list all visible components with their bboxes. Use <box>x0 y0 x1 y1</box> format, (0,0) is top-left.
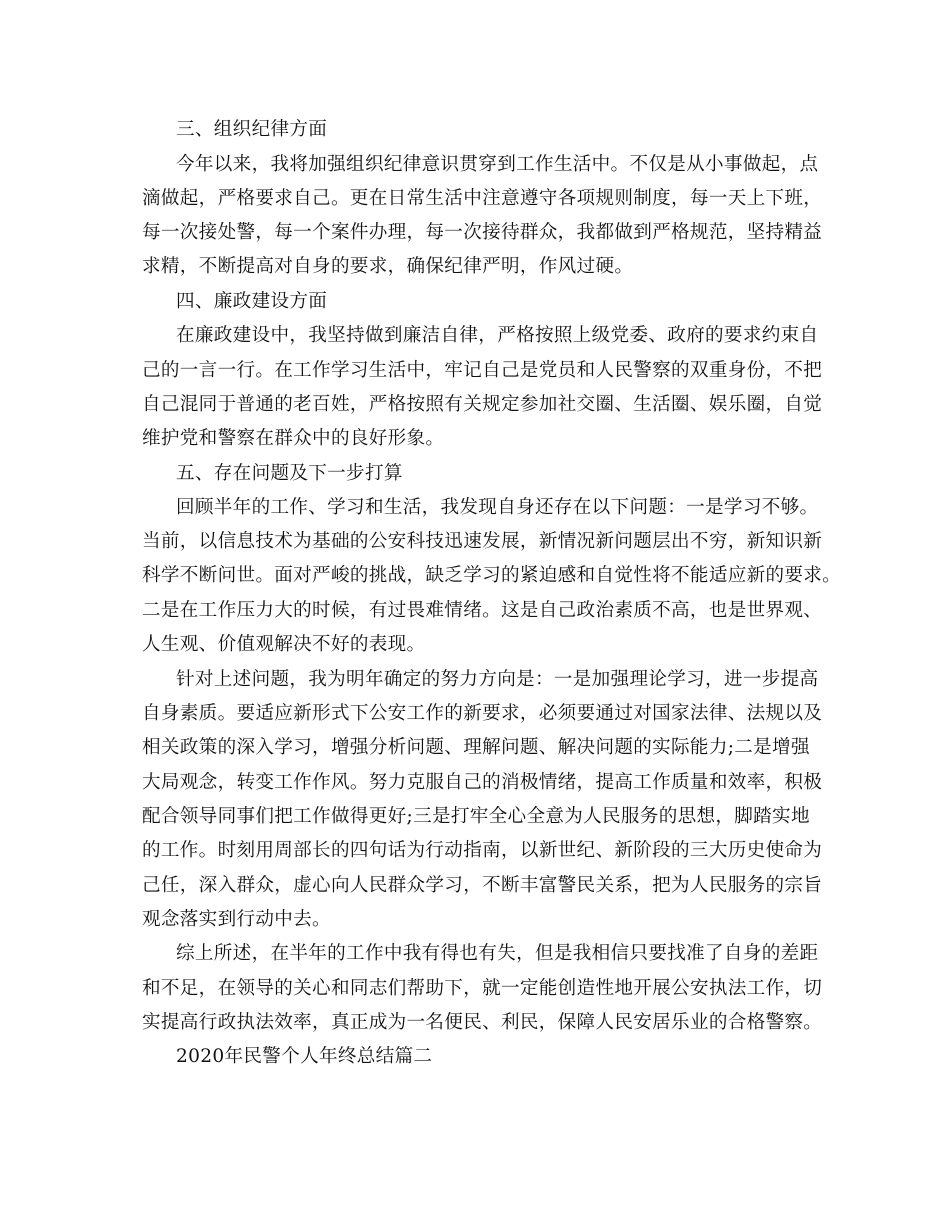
paragraph-line: 自身素质。要适应新形式下公安工作的新要求，必须要通过对国家法律、法规以及 <box>142 703 823 724</box>
paragraph-line: 今年以来，我将加强组织纪律意识贯穿到工作生活中。不仅是从小事做起，点 <box>176 154 819 175</box>
paragraph-line: 每一次接处警，每一个案件办理，每一次接待群众，我都做到严格规范，坚持精益 <box>142 222 823 243</box>
paragraph-line: 大局观念，转变工作作风。努力克服自己的消极情绪，提高工作质量和效率，积极 <box>142 772 823 793</box>
paragraph-line: 针对上述问题，我为明年确定的努力方向是：一是加强理论学习，进一步提高 <box>176 669 819 690</box>
section-heading-3: 三、组织纪律方面 <box>176 119 328 140</box>
paragraph-line: 滴做起，严格要求自己。更在日常生活中注意遵守各项规则制度，每一天上下班， <box>142 188 823 209</box>
section-heading-4: 四、廉政建设方面 <box>176 291 328 312</box>
paragraph-line: 科学不断问世。面对严峻的挑战，缺乏学习的紧迫感和自觉性将不能适应新的要求。 <box>142 565 842 586</box>
paragraph-line: 和不足，在领导的关心和同志们帮助下，就一定能创造性地开展公安执法工作，切 <box>142 978 823 999</box>
paragraph-line: 回顾半年的工作、学习和生活，我发现自身还存在以下问题：一是学习不够。 <box>176 497 819 518</box>
paragraph-line: 当前，以信息技术为基础的公安科技迅速发展，新情况新问题层出不穷，新知识新 <box>142 531 823 552</box>
section-heading-5: 五、存在问题及下一步打算 <box>176 463 403 484</box>
paragraph-line: 观念落实到行动中去。 <box>142 909 331 930</box>
paragraph-line: 综上所述，在半年的工作中我有得也有失，但是我相信只要找准了自身的差距 <box>176 943 819 964</box>
paragraph-line: 的工作。时刻用周部长的四句话为行动指南，以新世纪、新阶段的三大历史使命为 <box>142 840 823 861</box>
paragraph-line: 求精，不断提高对自身的要求，确保纪律严明，作风过硬。 <box>142 256 634 277</box>
paragraph-line: 配合领导同事们把工作做得更好;三是打牢全心全意为人民服务的思想，脚踏实地 <box>142 806 810 827</box>
paragraph-line: 相关政策的深入学习，增强分析问题、理解问题、解决问题的实际能力;二是增强 <box>142 737 810 758</box>
paragraph-line: 二是在工作压力大的时候，有过畏难情绪。这是自己政治素质不高，也是世界观、 <box>142 600 823 621</box>
paragraph-line: 在廉政建设中，我坚持做到廉洁自律，严格按照上级党委、政府的要求约束自 <box>176 325 819 346</box>
next-article-title: 2020年民警个人年终总结篇二 <box>176 1046 433 1067</box>
paragraph-line: 自己混同于普通的老百姓，严格按照有关规定参加社交圈、生活圈、娱乐圈，自觉 <box>142 394 823 415</box>
paragraph-line: 实提高行政执法效率，真正成为一名便民、利民，保障人民安居乐业的合格警察。 <box>142 1012 823 1033</box>
paragraph-line: 人生观、价值观解决不好的表现。 <box>142 634 426 655</box>
paragraph-line: 维护党和警察在群众中的良好形象。 <box>142 428 445 449</box>
paragraph-line: 己的一言一行。在工作学习生活中，牢记自己是党员和人民警察的双重身份，不把 <box>142 360 823 381</box>
paragraph-line: 己任，深入群众，虚心向人民群众学习，不断丰富警民关系，把为人民服务的宗旨 <box>142 875 823 896</box>
